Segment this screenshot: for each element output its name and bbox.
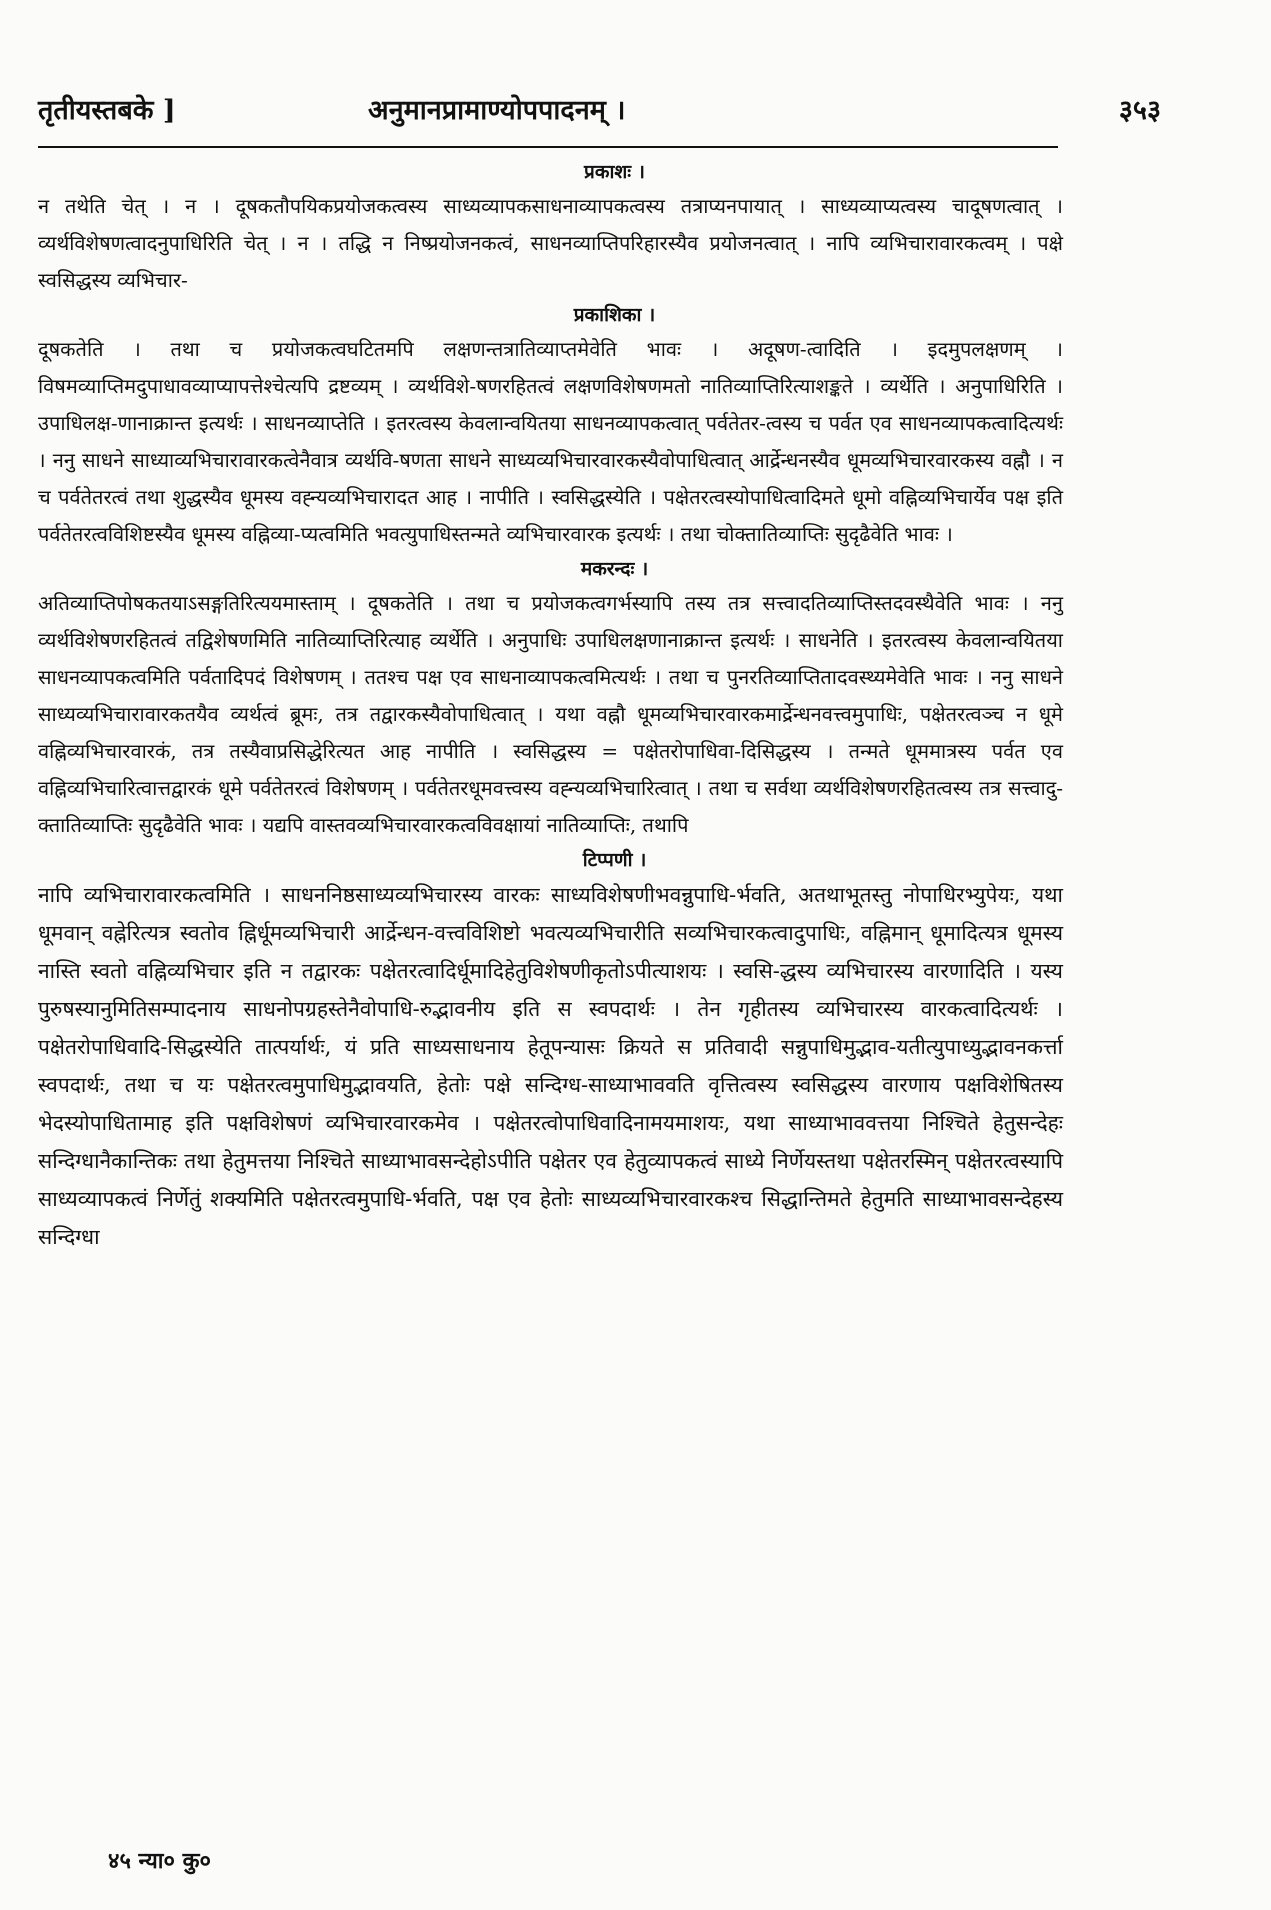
section-text-tippani: नापि व्यभिचारावारकत्वमिति । साधननिष्ठसाध्यव्यभिचारस्य वारकः साध्यविशेषणीभवन्नुपाधि-र्भवति, अतथाभूतस्तु नोपाधिरभ्युपेयः, यथा धूमवान् वह्नेरित्यत्र स्वतोव ह्निर्धूमव्यभिचारी आर्द्रेन्धन-वत्त्वविशिष्टो भवत्यव्यभिचारीति सव्यभिचारकत्वादुपाधिः, वह्निमान् धूमादित्यत्र धूमस्य नास्ति स्वतो वह्निव्यभिचार इति न तद्वारकः पक्षेतरत्वादिर्धूमादिहेतुविशेषणीकृतोऽपीत्याशयः । स्वसि-द्धस्य व्यभिचारस्य वारणादिति । यस्य पुरुषस्यानुमितिसम्पादनाय साधनोपग्रहस्तेनैवोपाधि-रुद्भावनीय इति स स्वपदार्थः । तेन गृहीतस्य व्यभिचारस्य वारकत्वादित्यर्थः । पक्षेतरोपाधिवादि-सिद्धस्येति तात्पर्यार्थः, यं प्रति साध्यसाधनाय हेतूपन्यासः क्रियते स प्रतिवादी सन्नुपाधिमुद्भाव-यतीत्युपाध्युद्भावनकर्त्ता स्वपदार्थः, तथा च यः पक्षेतरत्वमुपाधिमुद्भावयति, हेतोः पक्षे सन्दिग्ध-साध्याभाववति वृत्तित्वस्य स्वसिद्धस्य वारणाय पक्षविशेषितस्य भेदस्योपाधितामाह इति पक्षविशेषणं व्यभिचारवारकमेव । पक्षेतरत्वोपाधिवादिनामयमाशयः, यथा साध्याभाववत्तया निश्चिते हेतुसन्देहः सन्दिग्धानैकान्तिकः तथा हेतुमत्तया निश्चिते साध्याभावसन्देहोऽपीति पक्षेतर एव हेतुव्यापकत्वं साध्ये निर्णेयस्तथा पक्षेतरस्मिन् पक्षेतरत्वस्यापि साध्यव्यापकत्वं निर्णेतुं शक्यमिति पक्षेतरत्वमुपाधि-र्भवति, पक्ष एव हेतोः साध्यव्यभिचारवारकश्च सिद्धान्तिमते हेतुमति साध्याभावसन्देहस्य सन्दिग्धा <box>38 883 1063 1249</box>
section-text-makaranda: अतिव्याप्तिपोषकतयाऽसङ्गतिरित्ययमास्ताम् । दूषकतेति । तथा च प्रयोजकत्वगर्भस्यापि तस्य तत्र सत्त्वादतिव्याप्तिस्तदवस्थैवेति भावः । ननु व्यर्थविशेषणरहितत्वं तद्विशेषणमिति नातिव्याप्तिरित्याह व्यर्थेति । अनुपाधिः उपाधिलक्षणानाक्रान्त इत्यर्थः । साधनेति । इतरत्वस्य केवलान्वयितया साधनव्यापकत्वमिति पर्वतादिपदं विशेषणम् । ततश्च पक्ष एव साधनाव्यापकत्वमित्यर्थः । तथा च पुनरतिव्याप्तितादवस्थ्यमेवेति भावः । ननु साधने साध्यव्यभिचारावारकतयैव व्यर्थत्वं ब्रूमः, तत्र तद्वारकस्यैवोपाधित्वात् । यथा वह्नौ धूमव्यभिचारवारकमार्द्रेन्धनवत्त्वमुपाधिः, पक्षेतरत्वञ्च न धूमे वह्निव्यभिचारवारकं, तत्र तस्यैवाप्रसिद्धेरित्यत आह नापीति । स्वसिद्धस्य = पक्षेतरोपाधिवा-दिसिद्धस्य । तन्मते धूममात्रस्य पर्वत एव वह्निव्यभिचारित्वात्तद्वारकं धूमे पर्वतेतरत्वं विशेषणम् । पर्वतेतरधूमवत्त्वस्य वह्न्यव्यभिचारित्वात् । तथा च सर्वथा व्यर्थविशेषणरहितत्वस्य तत्र सत्त्वादु-क्तातिव्याप्तिः सुदृढैवेति भावः । यद्यपि वास्तवव्यभिचारवारकत्वविवक्षायां नातिव्याप्तिः, तथापि <box>38 591 1063 837</box>
section-title-prakashika: प्रकाशिका । <box>573 304 656 326</box>
header-rule <box>38 146 1058 148</box>
section-title-makaranda: मकरन्दः । <box>580 558 649 580</box>
chapter-marker: तृतीयस्तबके ] <box>38 95 176 126</box>
section-title-prakasha: प्रकाशः । <box>584 161 645 183</box>
page-number: ३५३ <box>1118 95 1161 126</box>
running-head <box>38 90 1191 140</box>
signature-mark: ४५ न्या० कु० <box>108 1848 211 1874</box>
page-title: अनुमानप्रामाण्योपपादनम् । <box>368 95 626 126</box>
section-text-prakasha: न तथेति चेत् । न । दूषकतौपयिकप्रयोजकत्वस्य साध्यव्यापकसाधनाव्यापकत्वस्य तत्राप्यनपायात् । साध्यव्याप्यत्वस्य चादूषणत्वात् । व्यर्थविशेषणत्वादनुपाधिरिति चेत् । न । तद्धि न निष्प्रयोजनकत्वं, साधनव्याप्तिपरिहारस्यैव प्रयोजनत्वात् । नापि व्यभिचारावारकत्वम् । पक्षे स्वसिद्धस्य व्यभिचार- <box>38 194 1063 292</box>
section-text-prakashika: दूषकतेति । तथा च प्रयोजकत्वघटितमपि लक्षणन्तत्रातिव्याप्तमेवेति भावः । अदूषण-त्वादिति । इदमुपलक्षणम् । विषमव्याप्तिमदुपाधावव्याप्यापत्तेश्चेत्यपि द्रष्टव्यम् । व्यर्थविशे-षणरहितत्वं लक्षणविशेषणमतो नातिव्याप्तिरित्याशङ्कते । व्यर्थेति । अनुपाधिरिति । उपाधिलक्ष-णानाक्रान्त इत्यर्थः । साधनव्याप्तेति । इतरत्वस्य केवलान्वयितया साधनव्यापकत्वात् पर्वतेतर-त्वस्य च पर्वत एव साधनव्यापकत्वादित्यर्थः । ननु साधने साध्याव्यभिचारावारकत्वेनैवात्र व्यर्थवि-षणता साधने साध्यव्यभिचारवारकस्यैवोपाधित्वात् आर्द्रेन्धनस्यैव धूमव्यभिचारवारकस्य वह्नौ । न च पर्वतेतरत्वं तथा शुद्धस्यैव धूमस्य वह्न्यव्यभिचारादत आह । नापीति । स्वसिद्धस्येति । पक्षेतरत्वस्योपाधित्वादिमते धूमो वह्निव्यभिचार्येव पक्ष इति पर्वतेतरत्वविशिष्टस्यैव धूमस्य वह्निव्या-प्यत्वमिति भवत्युपाधिस्तन्मते व्यभिचारवारक इत्यर्थः । तथा चोक्तातिव्याप्तिः सुदृढैवेति भावः । <box>38 337 1063 546</box>
section-title-tippani: टिप्पणी । <box>582 849 647 871</box>
